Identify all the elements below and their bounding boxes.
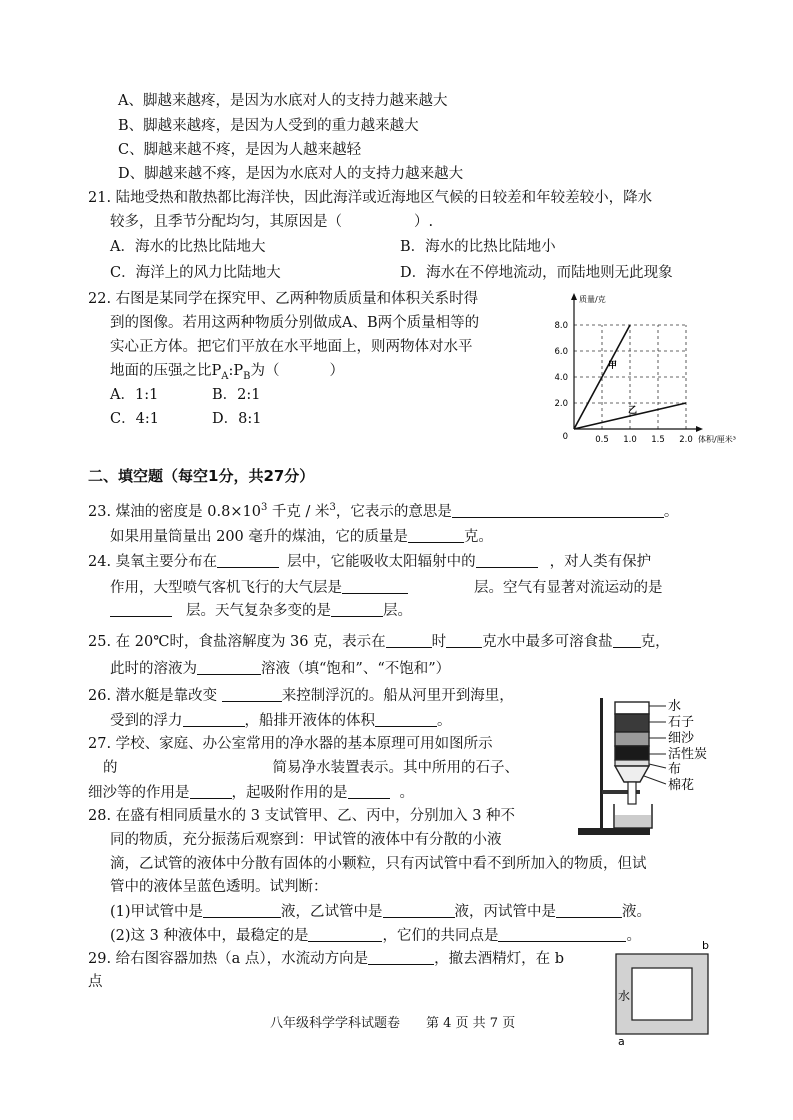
q22-option-b: B．2:1 (212, 387, 261, 403)
section-2-title: 二、填空题（每空1分，共27分） (88, 467, 315, 485)
q21-stem-line2: 较多，且季节分配均匀，其原因是（ ）. (110, 214, 434, 230)
beaker-water (615, 815, 651, 827)
y-axis-title: 质量/克 (579, 295, 606, 304)
y-tick-label: 6.0 (554, 347, 568, 357)
q27-line1: 27. 学校、家庭、办公室常用的净水器的基本原理可用如图所示 (88, 736, 493, 752)
q27-blank-2[interactable] (348, 782, 390, 799)
q24-line2: 作用，大型喷气客机飞行的大气层是 层。空气有显著对流运动的是 (110, 577, 663, 598)
q25-line1: 25. 在 20℃时，食盐溶解度为 36 克，表示在 时 克水中最多可溶食盐 克， (88, 631, 670, 652)
q26-blank-2[interactable] (183, 710, 245, 727)
y-axis-arrow (571, 293, 577, 300)
footer-page-number: 第 4 页 共 7 页 (426, 1016, 516, 1031)
footer-title: 八年级科学学科试题卷 (270, 1016, 401, 1031)
q26-line1: 26. 潜水艇是靠改变 来控制浮沉的。船从河里开到海里， (88, 685, 514, 706)
q25-blank-4[interactable] (197, 658, 261, 675)
water-label: 水 (618, 989, 631, 1003)
series-label-2: 乙 (628, 406, 638, 416)
label-water: 水 (668, 699, 682, 714)
q20-option-d: D、脚越来越不疼，是因为水底对人的支持力越来越大 (118, 166, 464, 182)
q25-blank-1[interactable] (386, 631, 432, 648)
q24-line3: 层。天气复杂多变的是 层。 (110, 600, 412, 621)
heated-container-diagram (606, 938, 718, 1046)
q22-stem-line3: 实心正方体。把它们平放在水平地面上，则两物体对水平 (110, 339, 473, 355)
q23-blank-1[interactable] (452, 501, 664, 518)
q28-line6: (2)这 3 种液体中，最稳定的是 ，它们的共同点是 。 (110, 925, 641, 946)
q29-line1: 29. 给右图容器加热（a 点），水流动方向是 ，撤去酒精灯，在 b (88, 948, 564, 969)
q24-blank-1[interactable] (217, 551, 279, 568)
q28-line1: 28. 在盛有相同质量水的 3 支试管甲、乙、丙中，分别加入 3 种不 (88, 808, 516, 824)
q21-option-b: B．海水的比热比陆地小 (400, 239, 556, 255)
q22-option-c: C．4:1 (110, 411, 159, 427)
q22-stem-line4: 地面的压强之比$P_A:P_B$为（ ） (110, 363, 345, 382)
series-label-1: 甲 (608, 361, 618, 371)
q24-blank-5[interactable] (331, 600, 383, 617)
q28-blank-4[interactable] (308, 925, 382, 942)
x-tick-label: 1.5 (651, 435, 665, 445)
q28-blank-3[interactable] (556, 901, 622, 918)
q26-line2: 受到的浮力 ，船排开液体的体积 。 (110, 710, 452, 731)
q21-option-d: D．海水在不停地流动，而陆地则无此现象 (400, 265, 673, 281)
q28-line4: 管中的液体呈蓝色透明。试判断： (110, 879, 328, 895)
filter-sand-layer (615, 732, 649, 746)
filter-cotton-layer (615, 766, 649, 782)
q28-blank-1[interactable] (203, 901, 281, 918)
q23-line1: 23. 煤油的密度是 $0.8\times 10^3$ 千克 / 米$^3$，它表示的意思是 。 (88, 502, 679, 520)
label-stone: 石子 (668, 715, 695, 730)
q24-blank-3[interactable] (342, 577, 408, 594)
y-tick-label: 4.0 (554, 373, 568, 383)
stand-rod (600, 698, 603, 830)
water-filter-apparatus (570, 688, 720, 843)
x-axis-title: 体积/厘米³ (698, 435, 736, 444)
q23-blank-2[interactable] (408, 526, 464, 543)
label-carbon: 活性炭 (668, 747, 708, 762)
q27-line2: 的 简易净水装置表示。其中所用的石子、 (103, 760, 519, 776)
q22-stem-line1: 22. 右图是某同学在探究甲、乙两种物质质量和体积关系时得 (88, 291, 479, 307)
q27-blank-1[interactable] (190, 782, 232, 799)
chart-labels (554, 294, 735, 445)
q25-blank-3[interactable] (613, 631, 641, 648)
label-cotton: 棉花 (668, 778, 695, 793)
q22-option-d: D．8:1 (212, 411, 262, 427)
q24-line1: 24. 臭氧主要分布在 层中，它能吸收太阳辐射中的 ，对人类有保护 (88, 551, 651, 572)
filter-stone-layer (615, 714, 649, 732)
q25-line2: 此时的溶液为 溶液（填“饱和”、“不饱和”） (110, 658, 450, 679)
q20-option-a: A、脚越来越疼，是因为水底对人的支持力越来越大 (118, 93, 448, 109)
filter-carbon-layer (615, 746, 649, 760)
q26-blank-1[interactable] (222, 685, 282, 702)
q22-stem-line2: 到的图像。若用这两种物质分别做成A、B两个质量相等的 (110, 315, 480, 331)
q29-line2: 点 (88, 974, 103, 990)
origin-label: 0 (562, 432, 568, 442)
x-tick-label: 1.0 (623, 435, 637, 445)
filter-cloth-layer (615, 760, 649, 766)
q24-blank-4[interactable] (110, 600, 172, 617)
y-tick-label: 2.0 (554, 399, 568, 409)
bottle-neck (628, 782, 636, 804)
q27-line3: 细沙等的作用是 ，起吸附作用的是 。 (88, 782, 414, 803)
q28-blank-2[interactable] (383, 901, 455, 918)
point-b-label: b (702, 939, 709, 952)
q20-option-c: C、脚越来越不疼，是因为人越来越轻 (118, 142, 362, 158)
q28-line2: 同的物质，充分振荡后观察到：甲试管的液体中有分散的小液 (110, 832, 502, 848)
filter-water-layer (615, 702, 649, 714)
x-tick-label: 0.5 (595, 435, 609, 445)
q23-line2: 如果用量筒量出 200 毫升的煤油，它的质量是 克。 (110, 526, 493, 547)
x-axis-arrow (696, 426, 703, 432)
q20-option-b: B、脚越来越疼，是因为人受到的重力越来越大 (118, 118, 419, 134)
mass-volume-chart (530, 288, 745, 448)
q22-option-a: A．1:1 (110, 387, 159, 403)
q29-blank-1[interactable] (368, 948, 434, 965)
q26-blank-3[interactable] (375, 710, 437, 727)
y-tick-label: 8.0 (554, 321, 568, 331)
label-sand: 细沙 (668, 731, 695, 746)
q21-option-a: A．海水的比热比陆地大 (110, 239, 266, 255)
q21-stem-line1: 21. 陆地受热和散热都比海洋快，因此海洋或近海地区气候的日较差和年较差较小，降水 (88, 190, 653, 206)
point-a-label: a (618, 1035, 625, 1046)
label-cloth: 布 (668, 762, 682, 777)
q21-option-c: C．海洋上的风力比陆地大 (110, 265, 281, 281)
stand-base (578, 828, 650, 835)
q28-line5: (1)甲试管中是 液，乙试管中是 液，丙试管中是 液。 (110, 901, 651, 922)
q24-blank-2[interactable] (476, 551, 538, 568)
q28-line3: 滴，乙试管的液体中分散有固体的小颗粒，只有丙试管中看不到所加入的物质，但试 (110, 856, 647, 872)
x-tick-label: 2.0 (679, 435, 693, 445)
q25-blank-2[interactable] (446, 631, 482, 648)
